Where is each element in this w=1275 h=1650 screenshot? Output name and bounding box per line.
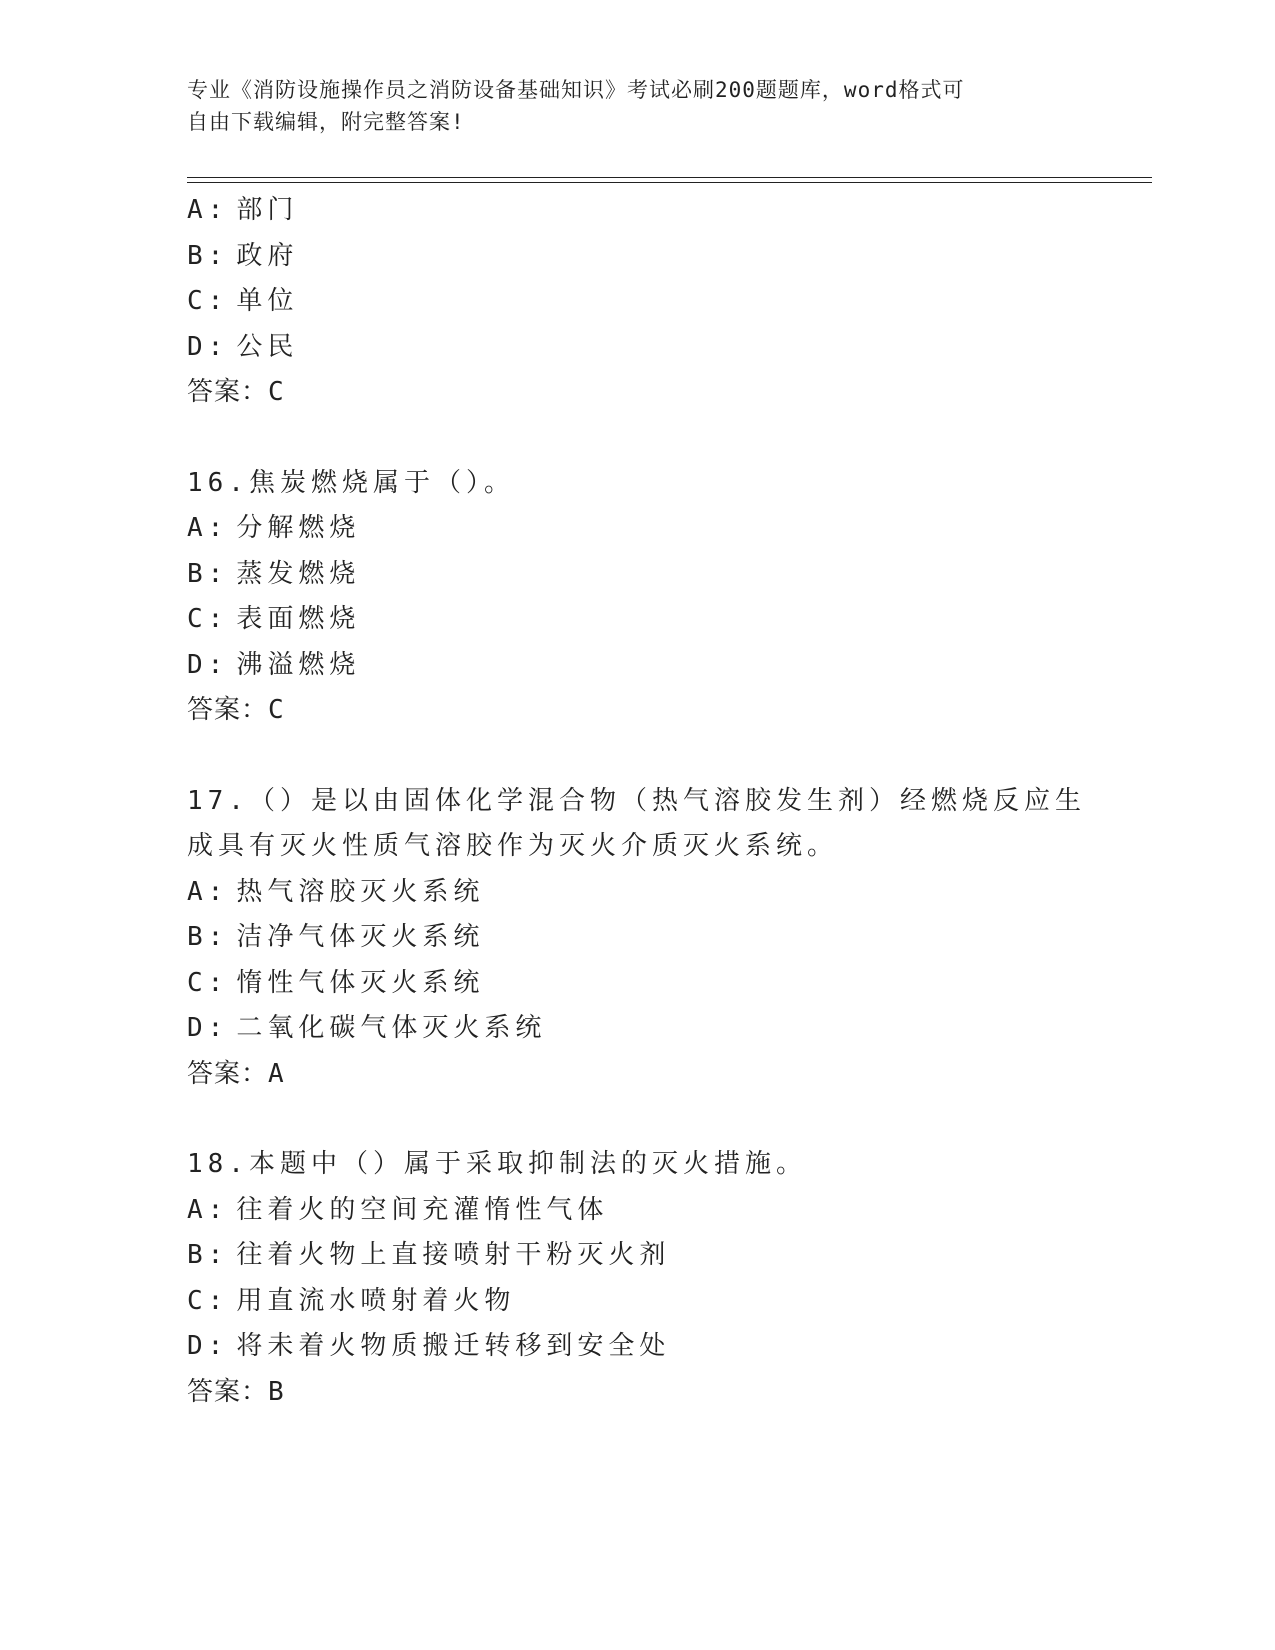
option-d bbox=[187, 325, 1147, 371]
option-a bbox=[187, 1188, 1147, 1234]
answer-line: 答案：A bbox=[187, 1058, 285, 1089]
option-letter: B: bbox=[187, 1240, 229, 1270]
option-letter: D: bbox=[187, 649, 229, 680]
option-letter: A: bbox=[187, 1194, 229, 1225]
option-c bbox=[187, 1279, 1147, 1325]
option-text: 洁净气体灭火系统 bbox=[236, 922, 485, 952]
option-letter: C: bbox=[187, 1285, 229, 1316]
option-d bbox=[187, 1324, 1147, 1370]
option-text: 惰性气体灭火系统 bbox=[236, 967, 485, 998]
option-a bbox=[187, 188, 1147, 234]
option-letter: C: bbox=[187, 604, 229, 634]
option-d bbox=[187, 1006, 1147, 1052]
option-text: 分解燃烧 bbox=[236, 513, 361, 543]
block-spacer bbox=[187, 1097, 1147, 1142]
option-b bbox=[187, 552, 1147, 598]
answer-line: 答案：B bbox=[187, 1376, 285, 1407]
answer-line: 答案：C bbox=[187, 377, 285, 407]
option-letter: C: bbox=[187, 286, 229, 316]
option-letter: D: bbox=[187, 1331, 229, 1361]
option-text: 往着火物上直接喷射干粉灭火剂 bbox=[236, 1240, 671, 1270]
option-text: 公民 bbox=[236, 331, 299, 362]
option-text: 往着火的空间充灌惰性气体 bbox=[236, 1194, 609, 1225]
option-c bbox=[187, 597, 1147, 643]
option-text: 用直流水喷射着火物 bbox=[236, 1285, 516, 1316]
option-letter: D: bbox=[187, 331, 229, 362]
option-letter: A: bbox=[187, 195, 229, 225]
option-letter: B: bbox=[187, 922, 229, 952]
option-text: 将未着火物质搬迁转移到安全处 bbox=[236, 1331, 671, 1361]
header-rule-top bbox=[187, 177, 1152, 178]
question-block-18 bbox=[187, 1142, 1147, 1415]
option-letter: A: bbox=[187, 876, 229, 907]
question-text: 18.本题中（）属于采取抑制法的灭火措施。 bbox=[187, 1149, 807, 1179]
option-letter: B: bbox=[187, 558, 229, 589]
block-spacer bbox=[187, 416, 1147, 461]
question-block-17 bbox=[187, 779, 1147, 1098]
option-text: 部门 bbox=[236, 195, 299, 225]
document-header bbox=[187, 74, 1067, 138]
option-text: 二氧化碳气体灭火系统 bbox=[236, 1013, 547, 1043]
option-b bbox=[187, 234, 1147, 280]
question-text: 17.（）是以由固体化学混合物（热气溶胶发生剂）经燃烧反应生成具有灭火性质气溶胶作为灭火介质灭火系统。 bbox=[187, 785, 1086, 861]
question-block-16 bbox=[187, 461, 1147, 734]
option-letter: D: bbox=[187, 1013, 229, 1043]
option-text: 蒸发燃烧 bbox=[236, 558, 361, 589]
option-text: 热气溶胶灭火系统 bbox=[236, 876, 485, 907]
block-spacer bbox=[187, 734, 1147, 779]
header-line-1: 专业《消防设施操作员之消防设备基础知识》考试必刷200题题库，word格式可 bbox=[187, 78, 965, 102]
header-line-2: 自由下载编辑，附完整答案! bbox=[187, 110, 465, 134]
option-text: 表面燃烧 bbox=[236, 604, 361, 634]
option-a bbox=[187, 870, 1147, 916]
option-text: 单位 bbox=[236, 286, 299, 316]
option-a bbox=[187, 506, 1147, 552]
question-block-15 bbox=[187, 188, 1147, 416]
answer-line: 答案：C bbox=[187, 695, 285, 725]
option-b bbox=[187, 915, 1147, 961]
option-text: 政府 bbox=[236, 240, 299, 271]
header-rule-bottom bbox=[187, 182, 1152, 183]
option-letter: C: bbox=[187, 967, 229, 998]
option-c bbox=[187, 961, 1147, 1007]
option-c bbox=[187, 279, 1147, 325]
question-text: 16.焦炭燃烧属于（）。 bbox=[187, 467, 515, 498]
option-b bbox=[187, 1233, 1147, 1279]
option-letter: A: bbox=[187, 513, 229, 543]
question-list bbox=[187, 188, 1147, 1415]
option-text: 沸溢燃烧 bbox=[236, 649, 361, 680]
option-letter: B: bbox=[187, 240, 229, 271]
option-d bbox=[187, 643, 1147, 689]
